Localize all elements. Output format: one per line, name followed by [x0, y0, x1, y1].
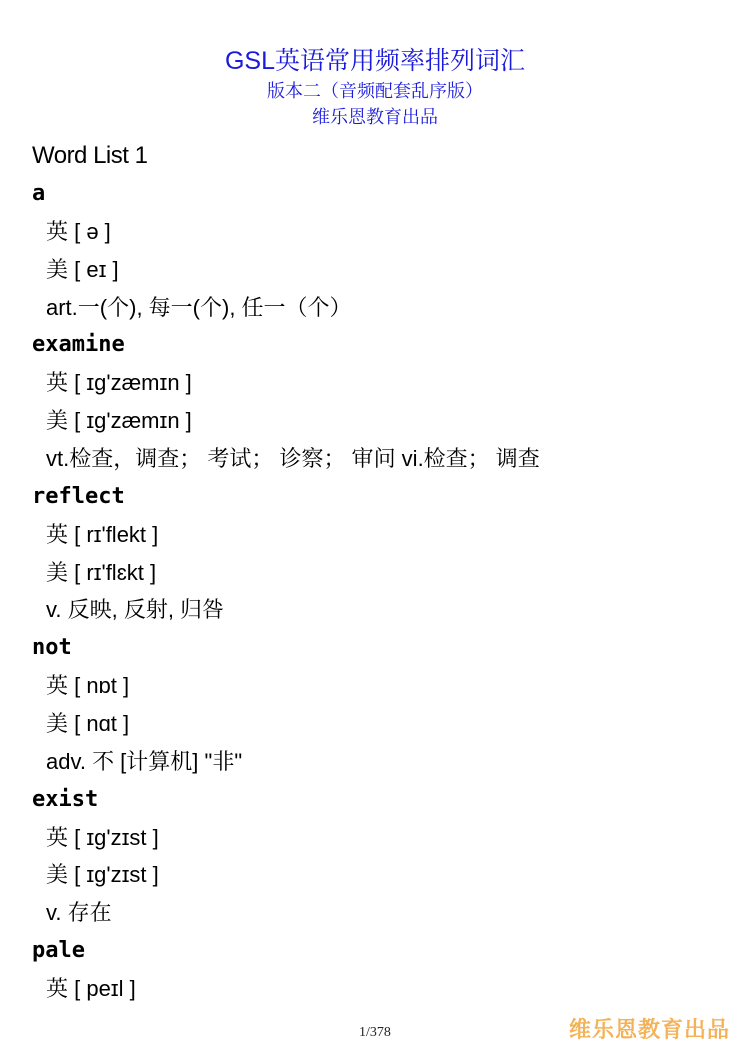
headword: reflect — [32, 483, 125, 509]
document-subtitle: 版本二（音频配套乱序版） — [267, 81, 483, 101]
publisher-line: 维乐恩教育出品 — [312, 107, 438, 127]
uk-pronunciation: 英 [ peɪl ] — [46, 975, 136, 1001]
document-title: GSL英语常用频率排列词汇 — [224, 47, 526, 75]
word-entry — [32, 629, 730, 780]
headword: pale — [32, 937, 85, 963]
uk-pronunciation: 英 [ ɪɡ'zɪst ] — [46, 824, 159, 850]
headword: examine — [32, 332, 125, 358]
us-pronunciation: 美 [ rɪ'flɛkt ] — [46, 559, 157, 585]
us-pronunciation: 美 [ nɑt ] — [46, 710, 130, 736]
headword: not — [32, 635, 72, 661]
uk-pronunciation: 英 [ rɪ'flekt ] — [46, 521, 159, 547]
headword: exist — [32, 786, 99, 812]
publisher-watermark: 维乐恩教育出品 — [568, 1017, 730, 1042]
us-pronunciation: 美 [ eɪ ] — [46, 256, 119, 282]
definition: v. 反映, 反射, 归咎 — [46, 597, 225, 623]
word-list — [32, 137, 730, 1008]
document-header — [0, 44, 750, 130]
headword: a — [32, 181, 46, 206]
word-entry — [32, 175, 730, 326]
word-entry — [32, 932, 730, 1008]
definition: art.一(个), 每一(个), 任一（个） — [46, 294, 352, 320]
word-entry — [32, 781, 730, 932]
us-pronunciation: 美 [ ɪɡ'zɪst ] — [46, 862, 159, 888]
definition: vt.检查，调查； 考试； 诊察； 审问 vi.检查； 调查 — [46, 445, 540, 471]
definition: adv. 不 [计算机] "非" — [46, 748, 243, 774]
us-pronunciation: 美 [ ɪɡ'zæmɪn ] — [46, 408, 192, 434]
word-entry — [32, 326, 730, 477]
word-entry — [32, 478, 730, 629]
uk-pronunciation: 英 [ nɒt ] — [46, 673, 130, 699]
uk-pronunciation: 英 [ ɪɡ'zæmɪn ] — [46, 370, 192, 396]
list-title: Word List 1 — [32, 142, 148, 169]
uk-pronunciation: 英 [ ə ] — [46, 219, 111, 244]
definition: v. 存在 — [46, 900, 112, 926]
page-number: 1/378 — [359, 1025, 391, 1040]
